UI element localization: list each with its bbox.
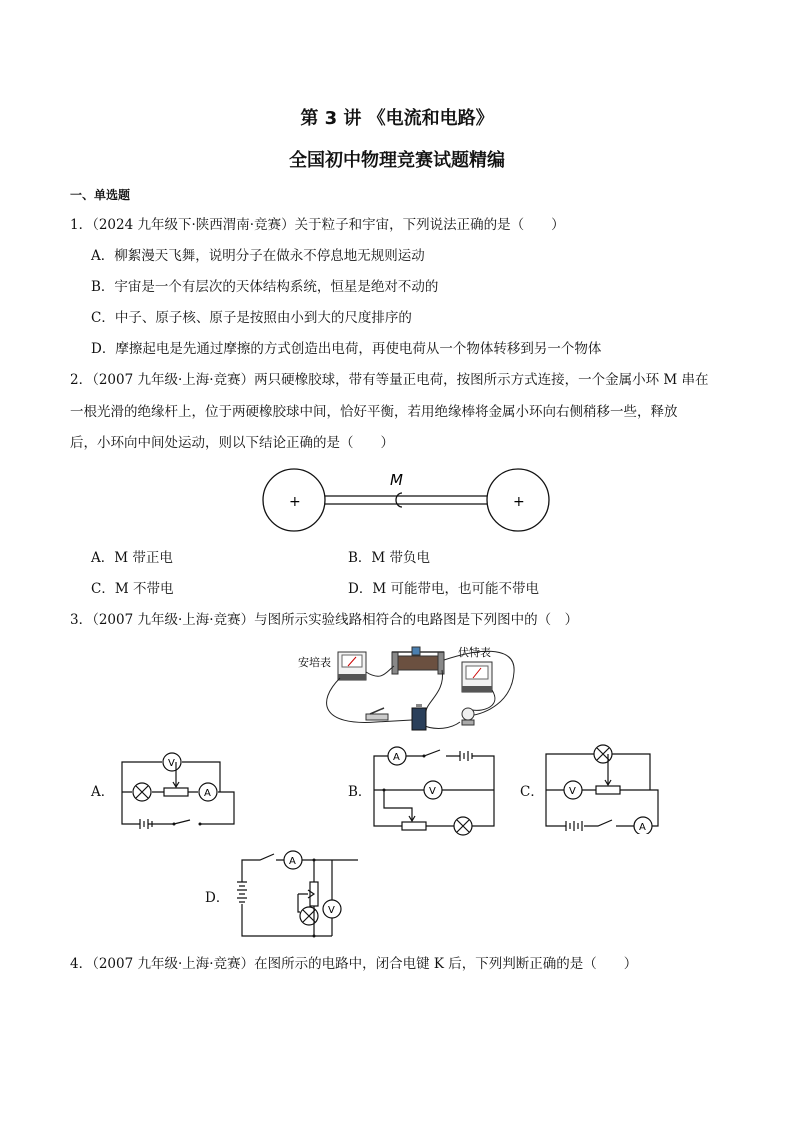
ammeter-label: 安培表 bbox=[298, 656, 331, 669]
metal-ring-m bbox=[396, 493, 402, 507]
q1-option-c: C．中子、原子核、原子是按照由小到大的尺度排序的 bbox=[91, 310, 412, 326]
right-plus-sign: + bbox=[513, 494, 525, 510]
ring-label: M bbox=[390, 471, 403, 489]
section-heading: 一、单选题 bbox=[70, 188, 131, 202]
rheostat-symbol bbox=[402, 822, 426, 830]
q2-option-c: C．M 不带电 bbox=[91, 581, 174, 597]
q3-choice-d-label: D． bbox=[205, 890, 230, 906]
svg-text:V: V bbox=[168, 758, 175, 769]
left-plus-sign: + bbox=[289, 494, 301, 510]
svg-text:V: V bbox=[328, 905, 335, 916]
page-subtitle: 全国初中物理竞赛试题精编 bbox=[289, 150, 505, 171]
svg-text:A: A bbox=[639, 822, 646, 833]
q3-circuit-c[interactable] bbox=[540, 742, 664, 834]
rheostat-symbol bbox=[596, 786, 620, 794]
battery bbox=[412, 708, 426, 730]
q2-stem-line2: 一根光滑的绝缘杆上，位于两硬橡胶球中间，恰好平衡，若用绝缘棒将金属小环向右侧稍移一些，释放 bbox=[70, 404, 678, 420]
q2-option-a: A．M 带正电 bbox=[91, 550, 173, 566]
q1-option-b: B．宇宙是一个有层次的天体结构系统，恒星是绝对不动的 bbox=[91, 279, 439, 295]
svg-text:A: A bbox=[289, 856, 296, 867]
rheostat-symbol bbox=[164, 788, 188, 796]
q2-stem-line3: 后，小环向中间处运动，则以下结论正确的是（ ） bbox=[70, 435, 394, 451]
q3-choice-c-label: C． bbox=[520, 784, 544, 800]
switch bbox=[366, 714, 388, 720]
q3-choice-a-label: A． bbox=[91, 784, 115, 800]
q4-stem: 4．（2007 九年级·上海·竞赛）在图所示的电路中，闭合电键 K 后，下列判断正确的是（ ） bbox=[70, 956, 638, 972]
q3-circuit-a[interactable] bbox=[112, 744, 242, 830]
q2-figure bbox=[258, 466, 558, 538]
q2-option-d: D．M 可能带电，也可能不带电 bbox=[348, 581, 539, 597]
rheostat-coil bbox=[396, 656, 440, 670]
q3-stem: 3．（2007 九年级·上海·竞赛）与图所示实验线路相符合的电路图是下列图中的（ ） bbox=[70, 612, 579, 628]
q3-circuit-d[interactable] bbox=[228, 848, 358, 944]
q1-option-d: D．摩擦起电是先通过摩擦的方式创造出电荷，再使电荷从一个物体转移到另一个物体 bbox=[91, 341, 602, 357]
q1-stem: 1．（2024 九年级下·陕西渭南·竞赛）关于粒子和宇宙，下列说法正确的是（ ） bbox=[70, 217, 565, 233]
svg-text:V: V bbox=[429, 786, 436, 797]
q3-apparatus-figure bbox=[296, 642, 520, 738]
svg-text:V: V bbox=[569, 786, 576, 797]
q2-option-b: B．M 带负电 bbox=[348, 550, 431, 566]
q3-circuit-b[interactable] bbox=[368, 744, 502, 836]
page-title: 第 3 讲 《电流和电路》 bbox=[300, 108, 494, 129]
svg-text:A: A bbox=[393, 752, 400, 763]
q3-choice-b-label: B． bbox=[348, 784, 372, 800]
q1-option-a: A．柳絮漫天飞舞，说明分子在做永不停息地无规则运动 bbox=[91, 248, 425, 264]
q2-stem-line1: 2．（2007 九年级·上海·竞赛）两只硬橡胶球，带有等量正电荷，按图所示方式连接，一个金属小环 M 串在 bbox=[70, 372, 709, 388]
voltmeter-label: 伏特表 bbox=[458, 646, 491, 659]
bulb bbox=[462, 708, 474, 720]
svg-text:A: A bbox=[204, 788, 211, 799]
